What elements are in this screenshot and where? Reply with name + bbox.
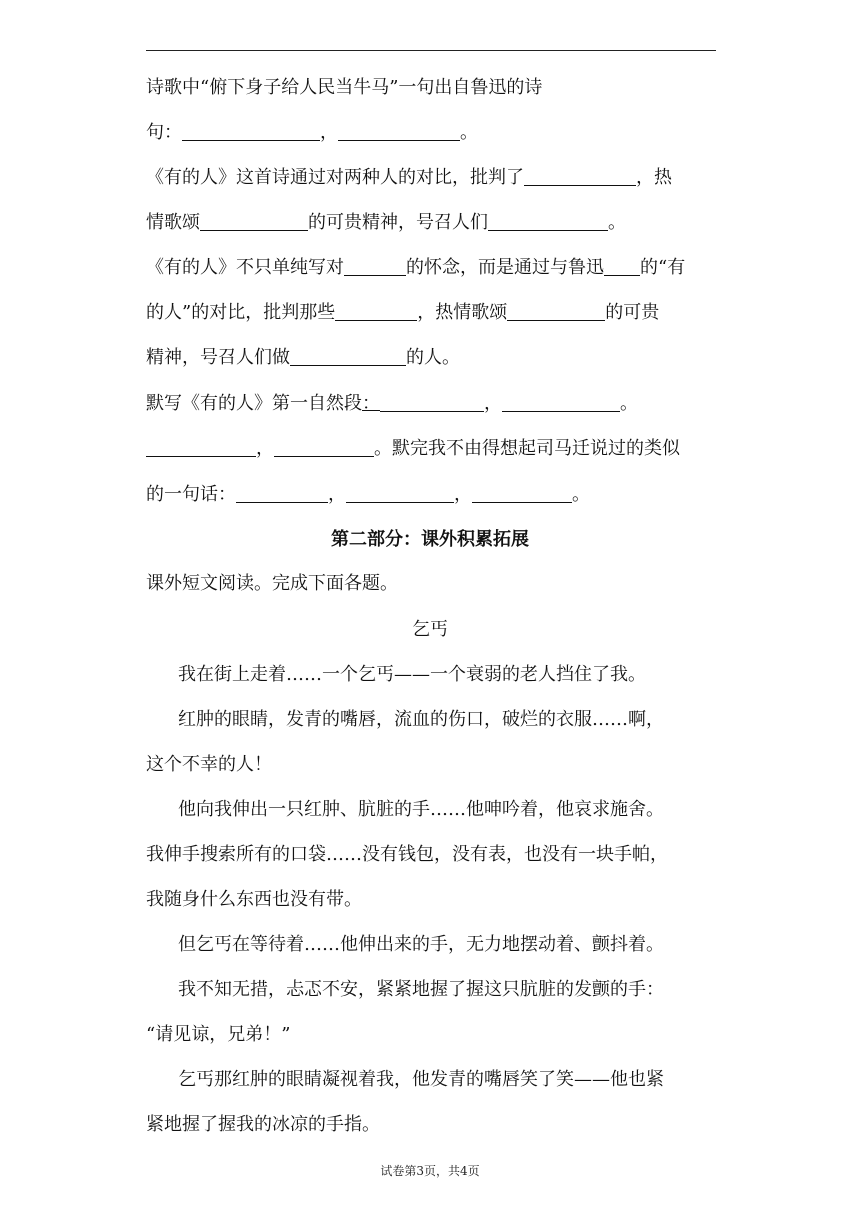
q2-text-3: 情歌颂: [146, 212, 200, 233]
q2-line-2: [146, 211, 626, 235]
q3-blank-2[interactable]: [604, 257, 640, 276]
q4-text-4: 。: [620, 393, 638, 414]
q4-blank-5[interactable]: [236, 484, 328, 503]
q1-line-1: [146, 76, 542, 100]
q4-line-1: [146, 392, 638, 416]
q3-text-2: 的怀念，而是通过与鲁迅: [406, 257, 604, 278]
part2-heading: 第二部分：课外积累拓展: [331, 529, 529, 550]
story-line: 我随身什么东西也没有带。: [146, 889, 362, 910]
story-line: 我在街上走着……一个乞丐——一个衰弱的老人挡住了我。: [178, 664, 646, 685]
q3-line-3: [146, 346, 460, 370]
q4-text-5: ，: [256, 438, 274, 459]
q4-line-2: [146, 437, 680, 461]
q3-text-1: 《有的人》不只单纯写对: [146, 257, 344, 278]
q2-text-2: ，热: [636, 167, 672, 188]
q3-text-8: 的人。: [406, 347, 460, 368]
q2-blank-3[interactable]: [488, 212, 608, 231]
story-title: 乞丐: [412, 619, 448, 640]
q3-blank-4[interactable]: [507, 302, 605, 321]
q4-blank-3[interactable]: [146, 438, 256, 457]
story-line: 乞丐那红肿的眼睛凝视着我，他发青的嘴唇笑了笑——他也紧: [178, 1069, 664, 1090]
q3-text-4: 的人”的对比，批判那些: [146, 302, 336, 323]
q4-text-9: ，: [454, 484, 472, 505]
story-line: 他向我伸出一只红肿、肮脏的手……他呻吟着，他哀求施舍。: [178, 799, 664, 820]
q2-text-5: 。: [608, 212, 626, 233]
q2-text-4: 的可贵精神，号召人们: [308, 212, 488, 233]
q2-text-1: 《有的人》这首诗通过对两种人的对比，批判了: [146, 167, 524, 188]
q3-line-2: [146, 301, 659, 325]
story-line: “请见谅，兄弟！”: [146, 1024, 291, 1045]
q4-text-10: 。: [572, 484, 590, 505]
q2-line-1: [146, 166, 672, 190]
part2-instruction: 课外短文阅读。完成下面各题。: [146, 573, 398, 594]
q1-text-2: 句：: [146, 122, 182, 143]
q4-blank-6[interactable]: [346, 484, 454, 503]
story-line: 我不知无措，忐忑不安，紧紧地握了握这只肮脏的发颤的手：: [178, 979, 664, 1000]
story-line: 红肿的眼睛，发青的嘴唇，流血的伤口，破烂的衣服……啊，: [178, 709, 664, 730]
q3-blank-1[interactable]: [344, 257, 406, 276]
q3-text-5: ，热情歌颂: [417, 302, 508, 323]
q4-text-6: 。默完我不由得想起司马迁说过的类似: [374, 438, 680, 459]
q1-text-3: ，: [320, 122, 338, 143]
story-line: 这个不幸的人！: [146, 754, 272, 775]
q3-text-6: 的可贵: [605, 302, 660, 323]
q4-blank-1[interactable]: [380, 393, 484, 412]
q3-text-3: 的“有: [640, 257, 686, 278]
q2-blank-1[interactable]: [524, 167, 636, 186]
q4-text-1: 默写《有的人》第一自然段: [146, 393, 362, 414]
q1-text-1: 诗歌中“俯下身子给人民当牛马”一句出自鲁迅的诗: [146, 77, 543, 98]
q1-line-2: [146, 121, 478, 145]
q3-text-7: 精神，号召人们做: [146, 347, 290, 368]
q1-blank-1[interactable]: [182, 122, 320, 141]
q4-text-7: 的一句话：: [146, 484, 236, 505]
q1-blank-2[interactable]: [338, 122, 460, 141]
header-rule: [146, 50, 716, 51]
q4-blank-2[interactable]: [502, 393, 620, 412]
q3-blank-5[interactable]: [290, 347, 406, 366]
q2-blank-2[interactable]: [200, 212, 308, 231]
page-footer: 试卷第3页，共4页: [380, 1164, 480, 1178]
q4-text-8: ，: [328, 484, 346, 505]
q1-text-4: 。: [460, 122, 478, 143]
story-line: 我伸手搜索所有的口袋……没有钱包，没有表，也没有一块手帕，: [146, 844, 668, 865]
q4-line-3: [146, 483, 590, 507]
q3-line-1: [146, 256, 685, 280]
q3-blank-3[interactable]: [335, 302, 417, 321]
q4-text-3: ，: [484, 393, 502, 414]
story-line: 但乞丐在等待着……他伸出来的手，无力地摆动着、颤抖着。: [178, 934, 664, 955]
story-line: 紧地握了握我的冰凉的手指。: [146, 1114, 380, 1135]
q4-text-2: ：: [362, 393, 380, 414]
q4-blank-4[interactable]: [274, 438, 374, 457]
q4-blank-7[interactable]: [472, 484, 572, 503]
